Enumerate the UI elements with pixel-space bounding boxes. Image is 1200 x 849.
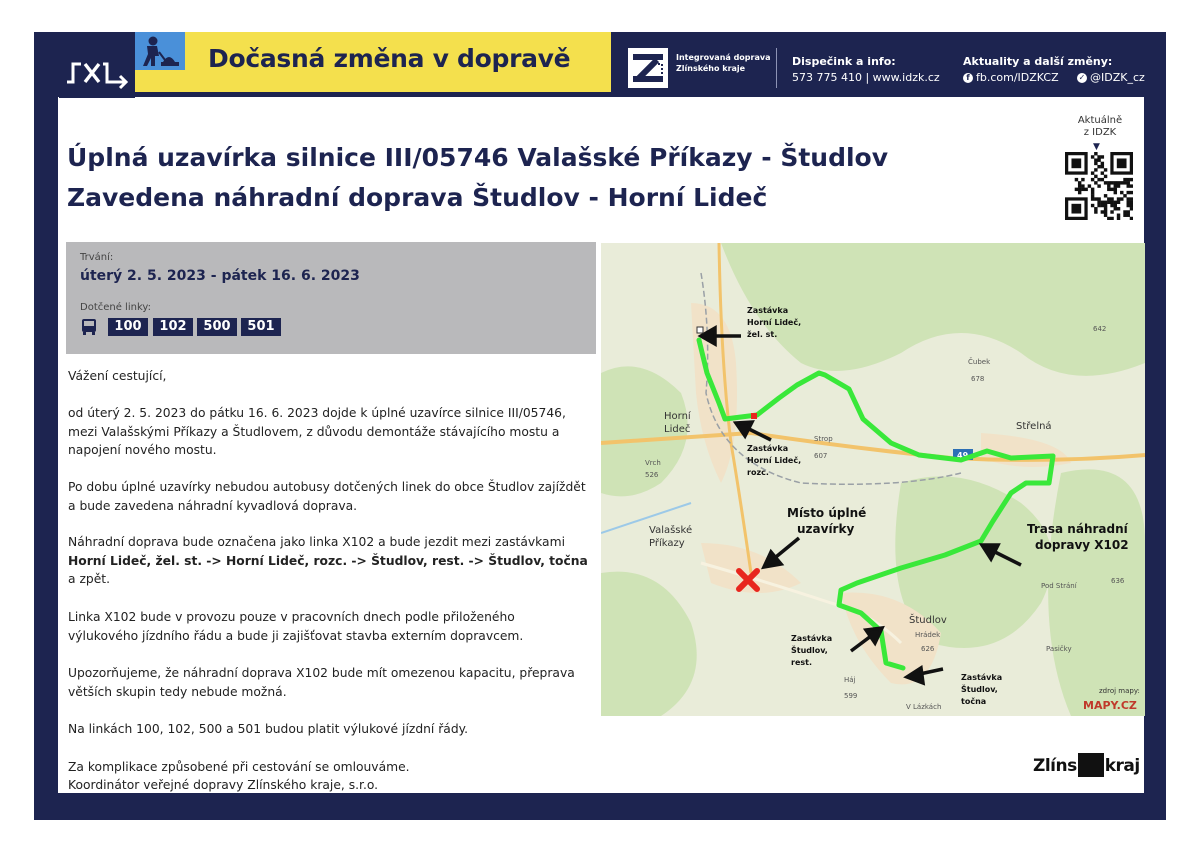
stop-marker xyxy=(751,413,757,419)
body-paragraph-4: Linka X102 bude v provozu pouze v pracovních dnech podle přiloženého výlukového jízdního řádu a bude ji zajišťovat stavba externím dopravcem. xyxy=(68,610,524,643)
stop4-label: Zastávka xyxy=(961,673,1003,682)
stop3-label: rest. xyxy=(791,658,812,667)
town-label: Lideč xyxy=(664,424,691,435)
hill-label: Háj xyxy=(844,676,856,684)
body-paragraph-6: Na linkách 100, 102, 500 a 501 budou platit výlukové jízdní řády. xyxy=(68,722,469,736)
page-title-line2: Zavedena náhradní doprava Študlov - Horní Lideč xyxy=(67,183,768,212)
hill-elevation: 607 xyxy=(814,452,828,460)
body-closing-1: Za komplikace způsobené při cestování se omlouváme. xyxy=(68,760,410,774)
hill-elevation: 678 xyxy=(971,375,985,383)
stop2-label: rozc. xyxy=(747,468,769,477)
route-label: Trasa náhradní xyxy=(1027,522,1128,536)
p3-lead: Náhradní doprava bude označena jako linka X102 a bude jezdit mezi zastávkami xyxy=(68,535,565,549)
logo-square xyxy=(1078,753,1104,777)
stop1-label: Horní Lideč, xyxy=(747,318,802,327)
qr-code[interactable] xyxy=(1065,152,1133,220)
qr-label-line2: z IDZK xyxy=(1083,127,1117,138)
idzk-org-name xyxy=(676,52,771,74)
qr-pointer-icon: ▼ xyxy=(1093,142,1100,152)
qr-label xyxy=(1065,115,1135,139)
hill-elevation: 636 xyxy=(1111,577,1125,585)
body-paragraph-5: Upozorňujeme, že náhradní doprava X102 bude mít omezenou kapacitu, přeprava větších skupin tedy nebude možná. xyxy=(68,666,575,699)
org-name-line2: Zlínského kraje xyxy=(676,64,746,73)
stop2-label: Horní Lideč, xyxy=(747,456,802,465)
p3-tail: a zpět. xyxy=(68,572,111,586)
place-label: V Lázkách xyxy=(906,703,942,711)
hill-label: Pasičky xyxy=(1046,645,1072,653)
closure-label: uzavírky xyxy=(797,522,855,536)
duration-label: Trvání: xyxy=(80,252,114,263)
map-source-name: MAPY.CZ xyxy=(1083,699,1137,712)
stop1-label: Zastávka xyxy=(747,306,789,315)
twitter-handle: @IDZK_cz xyxy=(1090,71,1145,84)
town-label: Horní xyxy=(664,411,691,422)
stop3-label: Študlov, xyxy=(791,646,828,655)
updates-heading: Aktuality a další změny: xyxy=(963,55,1113,68)
route-change-icon xyxy=(59,38,135,98)
bus-icon xyxy=(80,318,98,336)
stop2-label: Zastávka xyxy=(747,444,789,453)
qr-label-line1: Aktuálně xyxy=(1077,115,1123,126)
twitter-link[interactable] xyxy=(1077,71,1145,84)
org-name-line1: Integrovaná doprava xyxy=(676,53,771,62)
line-badge-100: 100 xyxy=(108,318,148,336)
hill-elevation: 642 xyxy=(1093,325,1107,333)
idzk-logo-icon xyxy=(628,48,668,88)
forest-area xyxy=(1048,469,1145,716)
body-paragraph-2: Po dobu úplné uzavírky nebudou autobusy dotčených linek do obce Študlov zajíždět a bude zavedena náhradní kyvadlová doprava. xyxy=(68,480,586,513)
hill-label: Strop xyxy=(814,435,833,443)
route-label: dopravy X102 xyxy=(1035,538,1129,552)
logo-text-right: kraj xyxy=(1104,756,1140,776)
hill-elevation: 526 xyxy=(645,471,659,479)
stop1-label: žel. st. xyxy=(747,330,778,339)
stop4-label: točna xyxy=(961,697,987,706)
road-number: 49 xyxy=(957,451,969,460)
route-map[interactable] xyxy=(601,243,1145,716)
lines-label: Dotčené linky: xyxy=(80,302,151,313)
dispatch-heading: Dispečink a info: xyxy=(792,55,896,68)
town-label: Příkazy xyxy=(649,538,685,549)
hill-label: Čubek xyxy=(968,358,991,366)
map-source-label: zdroj mapy: xyxy=(1099,687,1140,695)
town-label: Študlov xyxy=(909,615,947,626)
body-greeting: Vážení cestující, xyxy=(68,369,167,383)
hill-elevation: 599 xyxy=(844,692,858,700)
closure-label: Místo úplné xyxy=(787,506,867,520)
facebook-link[interactable] xyxy=(963,71,1059,84)
hill-label: Vrch xyxy=(645,459,661,467)
duration-value: úterý 2. 5. 2023 - pátek 16. 6. 2023 xyxy=(80,268,360,284)
line-badge-500: 500 xyxy=(197,318,237,336)
stop4-label: Študlov, xyxy=(961,685,998,694)
twitter-icon: ✓ xyxy=(1078,73,1086,82)
header-divider xyxy=(776,48,777,88)
dispatch-contact[interactable]: 573 775 410 | www.idzk.cz xyxy=(792,71,940,84)
body-closing-2: Koordinátor veřejné dopravy Zlínského kraje, s.r.o. xyxy=(68,778,379,792)
page-title-line1: Úplná uzavírka silnice III/05746 Valašské Příkazy - Študlov xyxy=(67,143,889,172)
facebook-handle: fb.com/IDZKCZ xyxy=(976,71,1059,84)
hill-elevation: 626 xyxy=(921,645,935,653)
line-badge-102: 102 xyxy=(153,318,193,336)
stop-marker xyxy=(697,327,703,333)
stop3-label: Zastávka xyxy=(791,634,833,643)
info-panel xyxy=(66,242,596,354)
body-paragraph-1: od úterý 2. 5. 2023 do pátku 16. 6. 2023 dojde k úplné uzavírce silnice III/05746, mezi Valašskými Příkazy a Študlovem, z důvodu demontáže stávajícího mostu a napojení nového mostu. xyxy=(68,406,566,457)
hill-label: Pod Strání xyxy=(1041,582,1077,590)
p3-route: Horní Lideč, žel. st. -> Horní Lideč, rozc. -> Študlov, rest. -> Študlov, točna xyxy=(68,553,588,568)
town-label: Střelná xyxy=(1016,421,1052,432)
logo-text-left: Zlíns xyxy=(1033,756,1077,776)
body-paragraph-3 xyxy=(68,533,588,589)
hill-label: Hrádek xyxy=(915,631,941,639)
zlinsky-kraj-logo xyxy=(1033,753,1140,777)
town-label: Valašské xyxy=(649,525,693,536)
line-badge-501: 501 xyxy=(241,318,281,336)
roadwork-worker-icon xyxy=(135,32,185,70)
facebook-icon: f xyxy=(963,73,973,83)
header-title: Dočasná změna v dopravě xyxy=(208,44,571,73)
